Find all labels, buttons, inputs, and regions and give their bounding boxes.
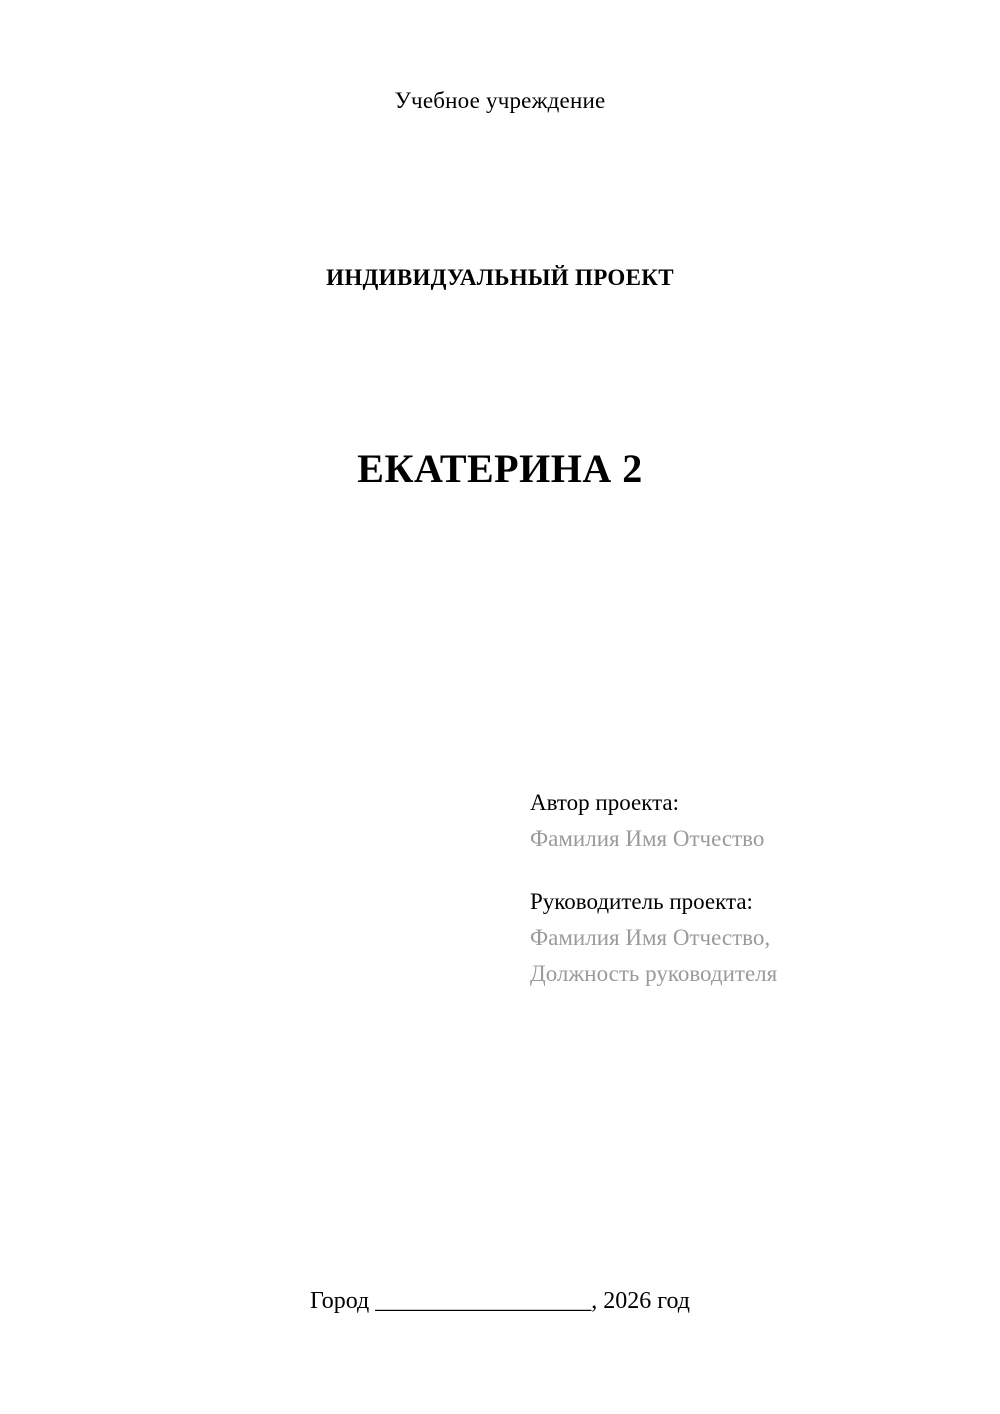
supervisor-value-line-1: Фамилия Имя Отчество, xyxy=(530,924,771,950)
credits-block xyxy=(530,785,930,1019)
author-block xyxy=(530,785,930,856)
institution-name: Учебное учреждение xyxy=(394,88,606,113)
author-label: Автор проекта: xyxy=(530,790,679,815)
document-type: ИНДИВИДУАЛЬНЫЙ ПРОЕКТ xyxy=(326,265,674,290)
page-title: ЕКАТЕРИНА 2 xyxy=(357,446,643,491)
supervisor-label: Руководитель проекта: xyxy=(530,889,753,915)
supervisor-value-line-2: Должность руководителя xyxy=(530,960,778,986)
supervisor-block xyxy=(530,884,930,991)
footer-city-year: Город __________________, 2026 год xyxy=(309,1288,691,1314)
author-value: Фамилия Имя Отчество xyxy=(530,825,765,851)
